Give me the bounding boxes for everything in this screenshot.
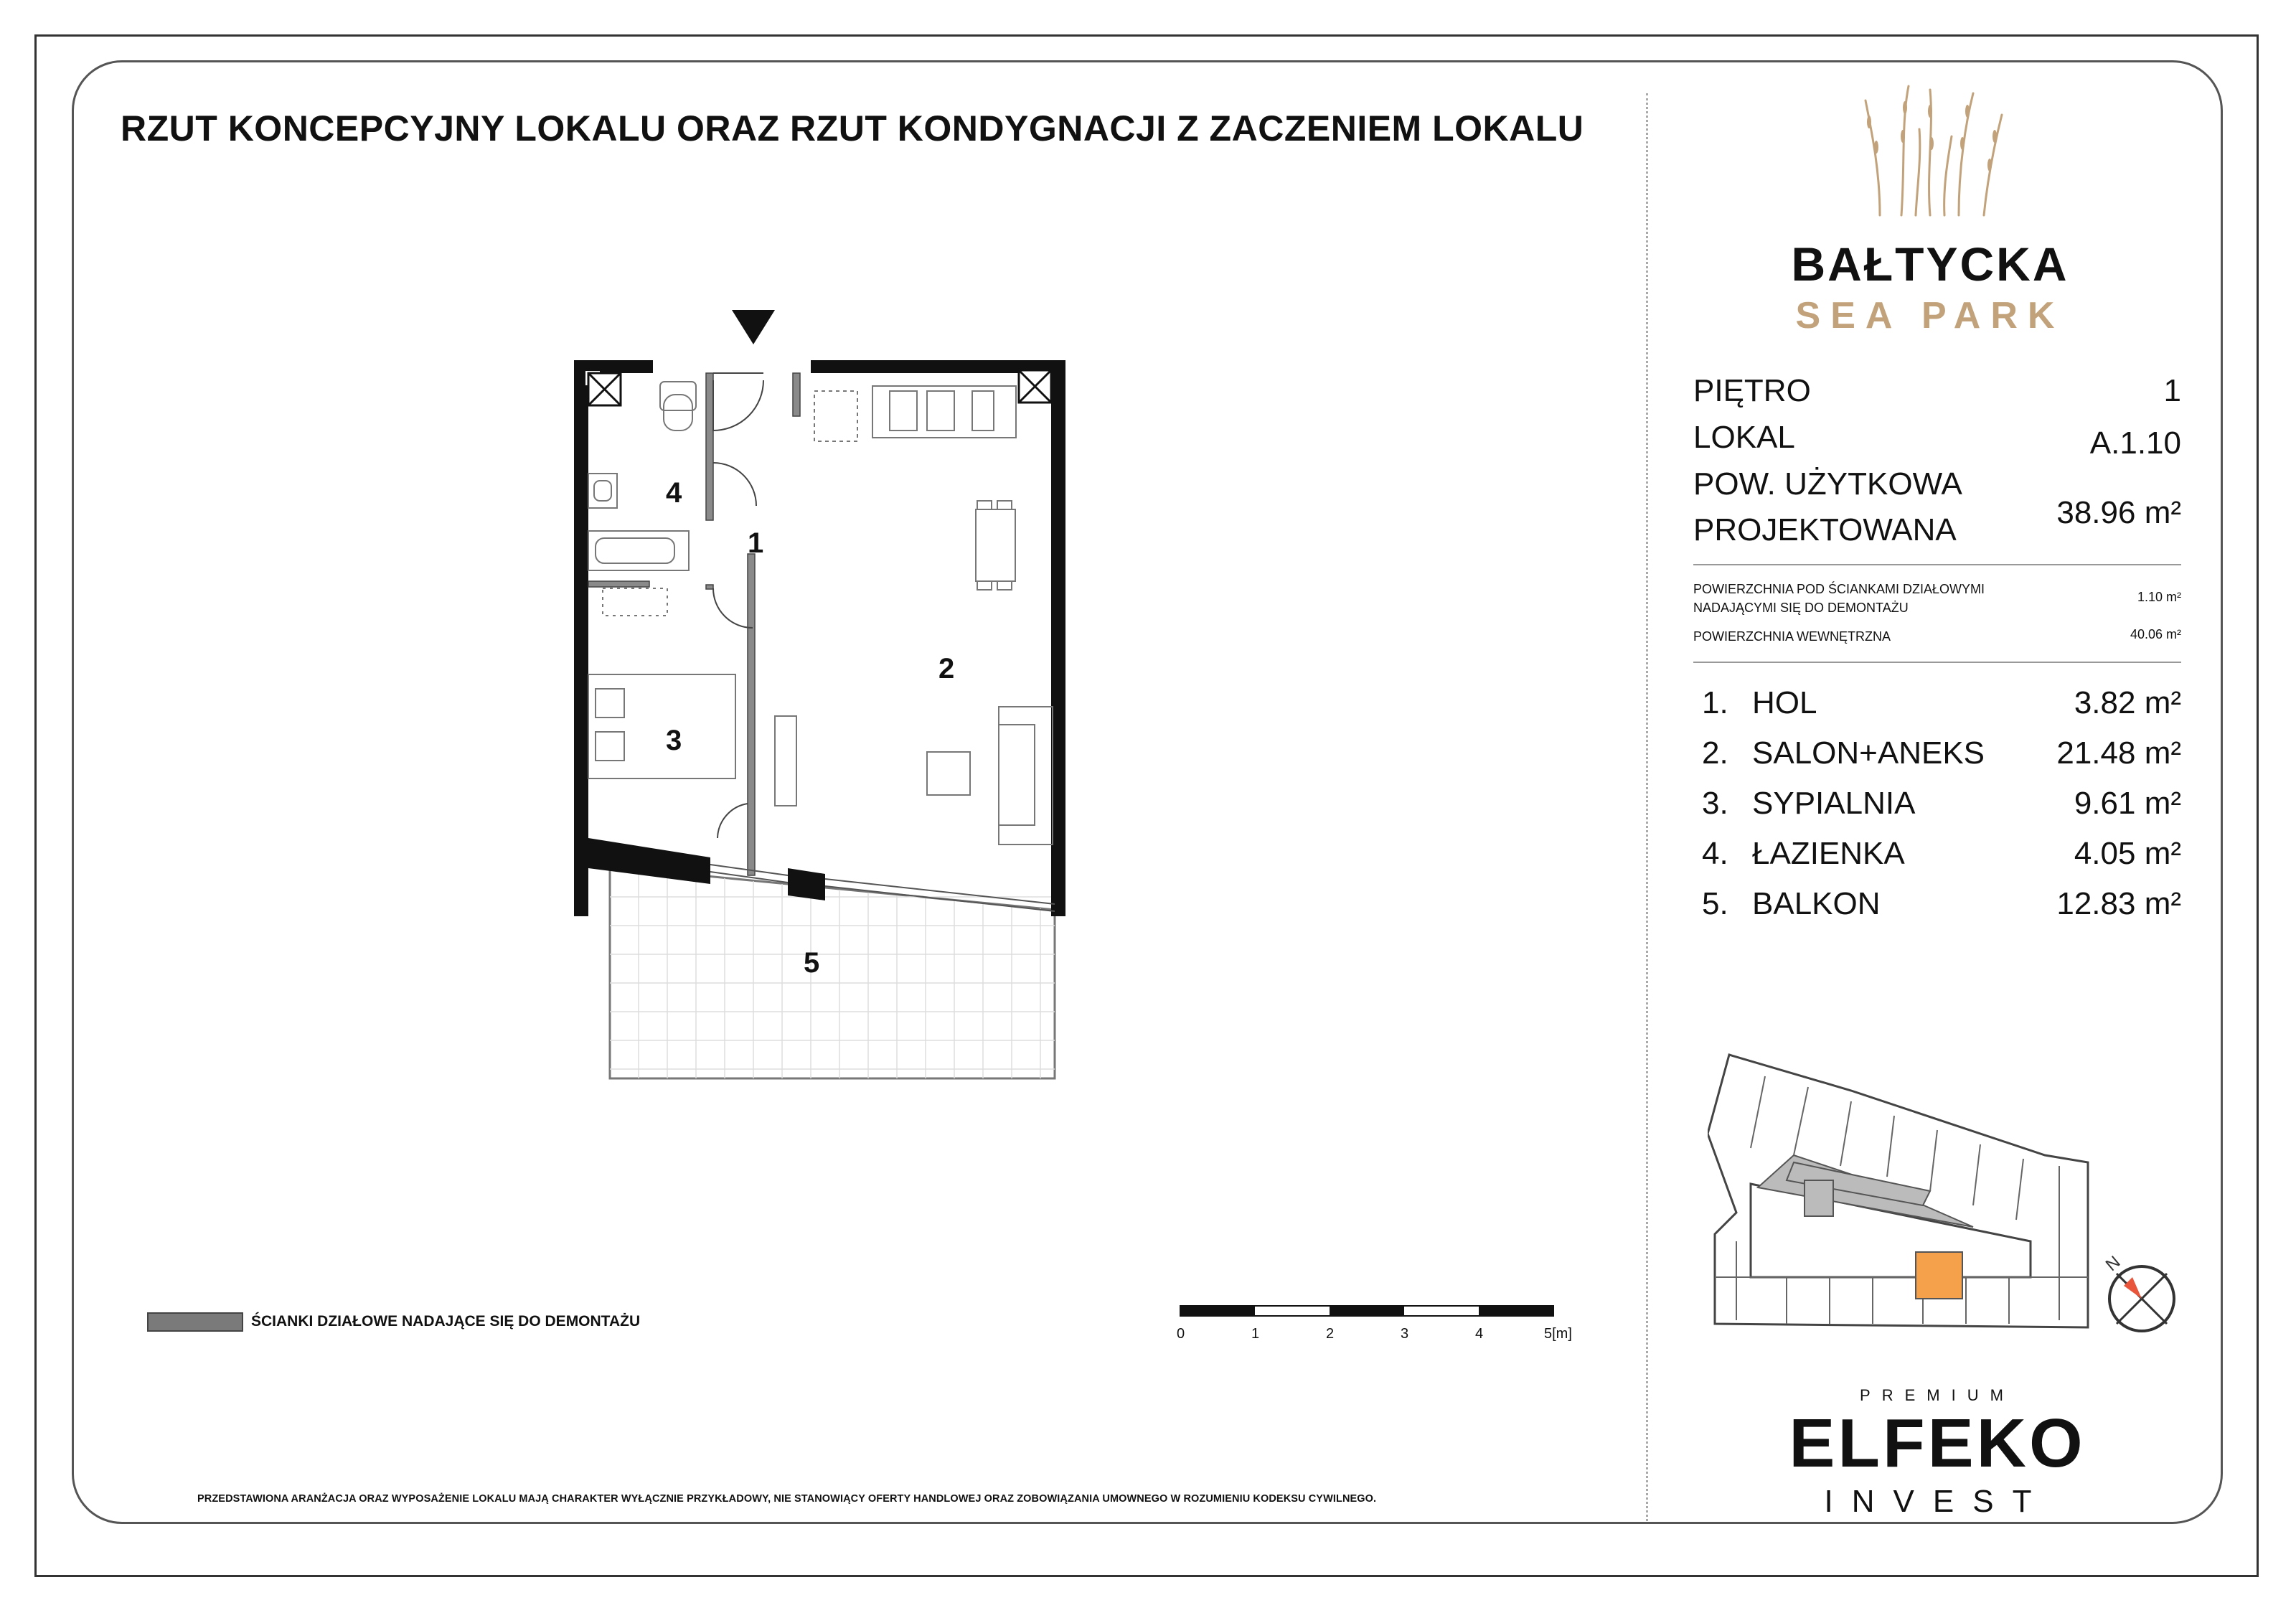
room-number: 2. <box>1702 735 1728 771</box>
room-name: HOL <box>1752 685 1817 720</box>
room-label-3: 3 <box>666 725 682 756</box>
floor-key-plan <box>1708 1048 2095 1335</box>
room-area: 21.48 m² <box>2056 735 2181 771</box>
floor-label: PIĘTRO <box>1693 373 1811 408</box>
room-row <box>1702 735 2181 771</box>
room-label-1: 1 <box>748 527 764 559</box>
room-row <box>1702 836 2181 872</box>
unit-row <box>1693 420 2181 461</box>
usable-area-label-2: PROJEKTOWANA <box>1693 512 1957 547</box>
partition-label-1: POWIERZCHNIA POD ŚCIANKAMI DZIAŁOWYMI <box>1693 582 1985 596</box>
walls <box>574 360 1065 916</box>
room-number: 4. <box>1702 836 1728 871</box>
scale-tick-1: 1 <box>1251 1326 1260 1342</box>
compass-north-label: N <box>2102 1252 2125 1276</box>
partition-walls <box>588 373 800 875</box>
room-label-4: 4 <box>666 477 682 509</box>
room-name: ŁAZIENKA <box>1752 836 1905 871</box>
grass-logo-icon <box>1851 79 2009 222</box>
separator <box>1693 662 2181 663</box>
room-number: 3. <box>1702 786 1728 821</box>
balcony-area <box>610 867 1055 1078</box>
room-row <box>1702 786 2181 822</box>
internal-value: 40.06 m² <box>2130 627 2181 641</box>
room-name: SALON+ANEKS <box>1752 735 1985 771</box>
scale-tick-4: 4 <box>1475 1326 1484 1342</box>
unit-label: LOKAL <box>1693 420 1795 455</box>
panel-divider <box>1646 93 1648 1521</box>
partition-value: 1.10 m² <box>2137 590 2181 604</box>
room-number: 1. <box>1702 685 1728 720</box>
internal-label: POWIERZCHNIA WEWNĘTRZNA <box>1693 629 1891 644</box>
room-name: BALKON <box>1752 886 1881 921</box>
room-area: 12.83 m² <box>2056 886 2181 921</box>
highlighted-unit <box>1916 1252 1962 1299</box>
page-title: RZUT KONCEPCYJNY LOKALU ORAZ RZUT KONDYGNACJI Z ZACZENIEM LOKALU <box>121 108 1584 149</box>
usable-area-label-1: POW. UŻYTKOWA <box>1693 466 1962 502</box>
room-area: 9.61 m² <box>2074 786 2181 821</box>
scale-tick-2: 2 <box>1326 1326 1335 1342</box>
company-name: ELFEKO <box>1789 1405 2086 1482</box>
legend-swatch <box>147 1312 243 1332</box>
floor-plan <box>560 301 1105 1098</box>
brand-subname: SEA PARK <box>1795 295 2065 337</box>
scale-tick-5: 5[m] <box>1544 1326 1572 1342</box>
separator <box>1693 564 2181 565</box>
internal-area-row <box>1693 627 2181 649</box>
room-label-2: 2 <box>938 653 955 685</box>
partition-area-row <box>1693 580 2181 623</box>
disclaimer: PRZEDSTAWIONA ARANŻACJA ORAZ WYPOSAŻENIE LOKALU MAJĄ CHARAKTER WYŁĄCZNIE PRZYKŁADOWY, NIE STANOWIĄCY OFERTY HANDLOWEJ ORAZ ZOBOWIĄZANIA UMOWNEGO W ROZUMIENIU KODEKSU CYWILNEGO. <box>197 1493 1377 1505</box>
floor-value: 1 <box>2163 373 2181 408</box>
room-row <box>1702 886 2181 922</box>
furniture <box>588 382 1053 845</box>
usable-area-row <box>1693 466 2181 552</box>
room-label-5: 5 <box>804 947 820 979</box>
company-premium: PREMIUM <box>1860 1386 2015 1404</box>
room-name: SYPIALNIA <box>1752 786 1916 821</box>
room-row <box>1702 685 2181 721</box>
partition-label-2: NADAJĄCYMI SIĘ DO DEMONTAŻU <box>1693 601 1909 615</box>
company-invest: INVEST <box>1824 1484 2051 1519</box>
compass-icon <box>2095 1248 2188 1342</box>
room-area: 4.05 m² <box>2074 836 2181 871</box>
brand-name: BAŁTYCKA <box>1791 237 2069 291</box>
scale-tick-0: 0 <box>1177 1326 1185 1342</box>
floor-row <box>1693 373 2181 410</box>
scale-tick-3: 3 <box>1401 1326 1409 1342</box>
entrance-arrow-icon <box>732 310 775 344</box>
usable-area-value: 38.96 m² <box>2056 495 2181 530</box>
unit-value: A.1.10 <box>2089 425 2181 461</box>
room-area: 3.82 m² <box>2074 685 2181 720</box>
legend-label: ŚCIANKI DZIAŁOWE NADAJĄCE SIĘ DO DEMONTAŻU <box>251 1313 641 1330</box>
scale-bar <box>1177 1302 1578 1360</box>
room-number: 5. <box>1702 886 1728 921</box>
